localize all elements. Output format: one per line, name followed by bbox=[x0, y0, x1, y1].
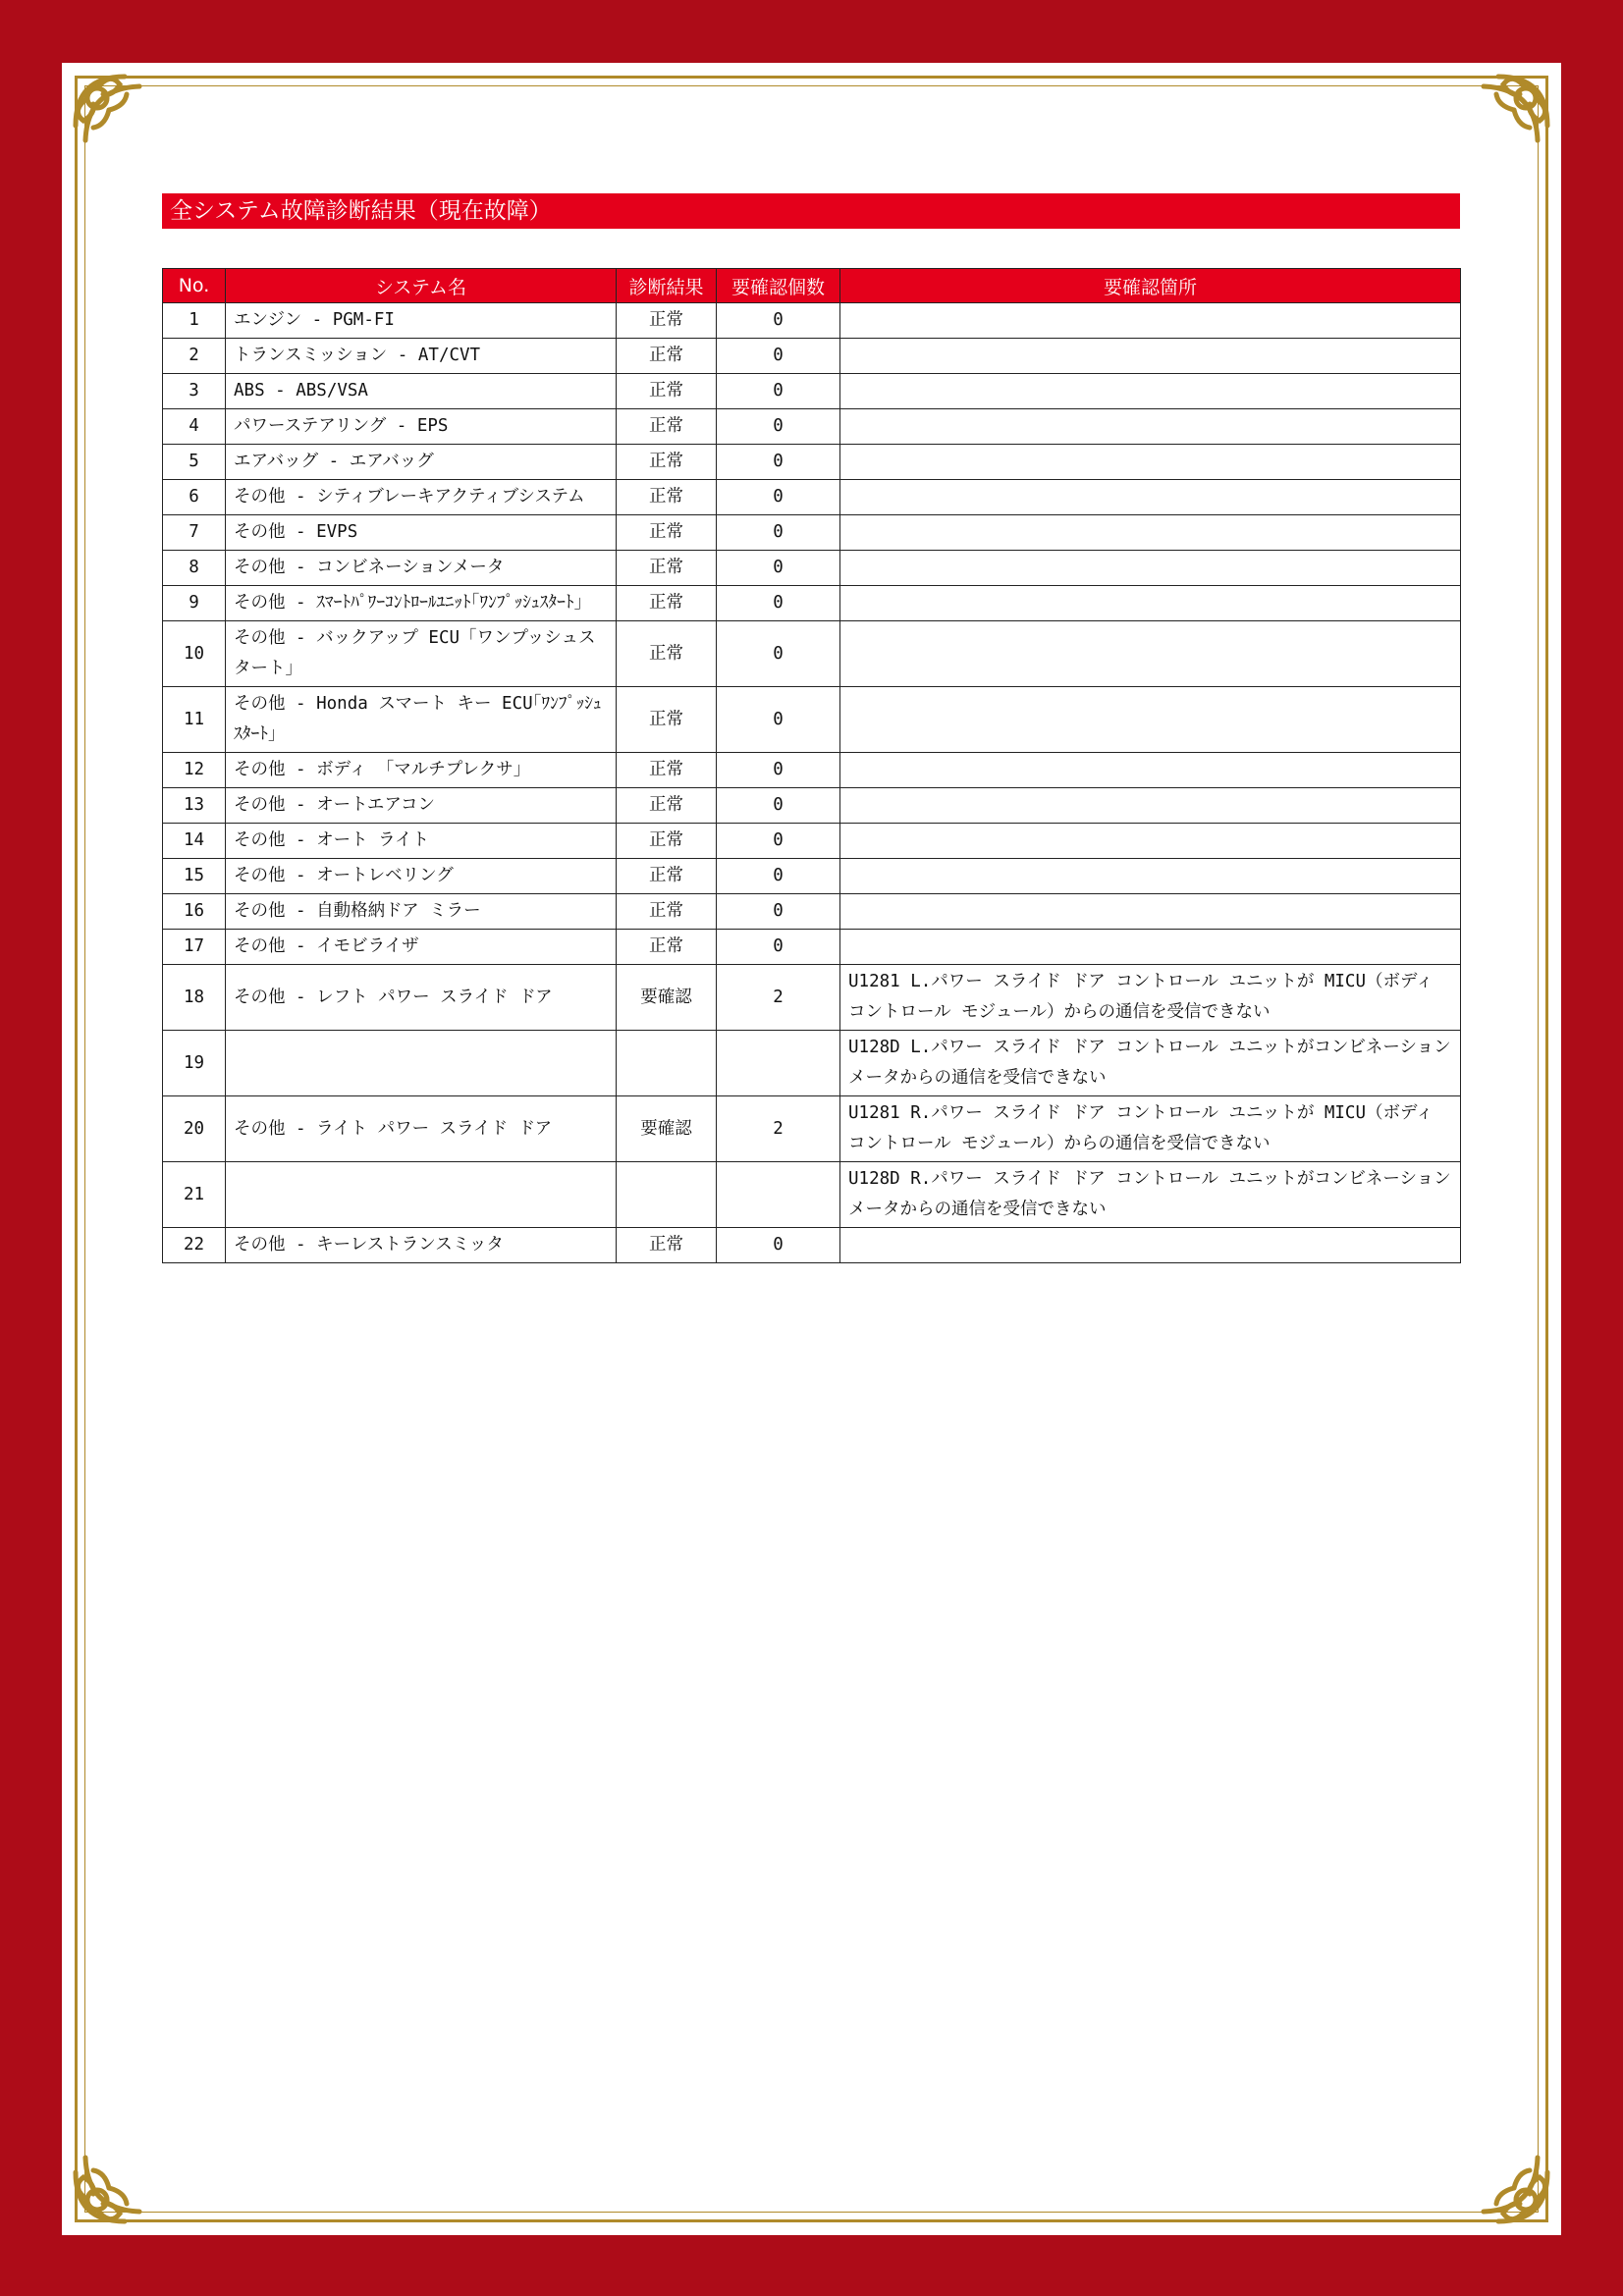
table-row bbox=[163, 374, 1461, 409]
table-row bbox=[163, 586, 1461, 621]
cell-no: 15 bbox=[163, 859, 226, 894]
cell-no: 11 bbox=[163, 687, 226, 753]
cell-location: U1281 R.パワー スライド ドア コントロール ユニットが MICU（ボディ コントロール モジュール）からの通信を受信できない bbox=[840, 1096, 1461, 1162]
cell-result: 要確認 bbox=[617, 965, 717, 1031]
cell-no: 18 bbox=[163, 965, 226, 1031]
cell-result bbox=[617, 1031, 717, 1096]
cell-location bbox=[840, 930, 1461, 965]
cell-no: 1 bbox=[163, 303, 226, 339]
cell-location: U1281 L.パワー スライド ドア コントロール ユニットが MICU（ボディ コントロール モジュール）からの通信を受信できない bbox=[840, 965, 1461, 1031]
cell-location bbox=[840, 515, 1461, 551]
table-row bbox=[163, 687, 1461, 753]
cell-count: 0 bbox=[717, 894, 840, 930]
cell-no: 8 bbox=[163, 551, 226, 586]
cell-location: U128D R.パワー スライド ドア コントロール ユニットがコンビネーション メータからの通信を受信できない bbox=[840, 1162, 1461, 1228]
cell-result: 正常 bbox=[617, 753, 717, 788]
cell-location bbox=[840, 1228, 1461, 1263]
cell-count: 2 bbox=[717, 1096, 840, 1162]
column-header-result: 診断結果 bbox=[617, 269, 717, 303]
cell-result: 正常 bbox=[617, 409, 717, 445]
cell-system: その他 - ｽﾏｰﾄﾊﾟﾜｰｺﾝﾄﾛｰﾙﾕﾆｯﾄ｢ﾜﾝﾌﾟｯｼｭｽﾀｰﾄ｣ bbox=[226, 586, 617, 621]
cell-location bbox=[840, 303, 1461, 339]
cell-location bbox=[840, 859, 1461, 894]
table-row bbox=[163, 1031, 1461, 1096]
corner-ornament-icon bbox=[66, 67, 164, 165]
table-row bbox=[163, 1162, 1461, 1228]
cell-count: 0 bbox=[717, 687, 840, 753]
table-row bbox=[163, 339, 1461, 374]
diagnosis-table bbox=[162, 268, 1461, 1263]
cell-count bbox=[717, 1162, 840, 1228]
cell-no: 21 bbox=[163, 1162, 226, 1228]
cell-no: 4 bbox=[163, 409, 226, 445]
cell-system: その他 - ライト パワー スライド ドア bbox=[226, 1096, 617, 1162]
cell-result: 要確認 bbox=[617, 1096, 717, 1162]
cell-result: 正常 bbox=[617, 480, 717, 515]
cell-result: 正常 bbox=[617, 586, 717, 621]
table-row bbox=[163, 621, 1461, 687]
cell-result: 正常 bbox=[617, 824, 717, 859]
cell-result: 正常 bbox=[617, 374, 717, 409]
table-row bbox=[163, 824, 1461, 859]
table-row bbox=[163, 859, 1461, 894]
cell-no: 9 bbox=[163, 586, 226, 621]
table-header-row bbox=[163, 269, 1461, 303]
column-header-system: システム名 bbox=[226, 269, 617, 303]
cell-location bbox=[840, 621, 1461, 687]
table-row bbox=[163, 480, 1461, 515]
cell-system: エアバッグ - エアバッグ bbox=[226, 445, 617, 480]
cell-count: 2 bbox=[717, 965, 840, 1031]
cell-location bbox=[840, 894, 1461, 930]
cell-no: 14 bbox=[163, 824, 226, 859]
cell-system: その他 - レフト パワー スライド ドア bbox=[226, 965, 617, 1031]
cell-system: エンジン - PGM-FI bbox=[226, 303, 617, 339]
cell-result: 正常 bbox=[617, 894, 717, 930]
table-row bbox=[163, 515, 1461, 551]
table-row bbox=[163, 445, 1461, 480]
column-header-no: No. bbox=[163, 269, 226, 303]
cell-no: 16 bbox=[163, 894, 226, 930]
cell-result: 正常 bbox=[617, 788, 717, 824]
cell-no: 19 bbox=[163, 1031, 226, 1096]
cell-system: その他 - EVPS bbox=[226, 515, 617, 551]
cell-count: 0 bbox=[717, 586, 840, 621]
cell-system: その他 - ボディ 「マルチプレクサ」 bbox=[226, 753, 617, 788]
cell-result: 正常 bbox=[617, 339, 717, 374]
cell-result: 正常 bbox=[617, 859, 717, 894]
table-row bbox=[163, 1228, 1461, 1263]
cell-location bbox=[840, 551, 1461, 586]
cell-count: 0 bbox=[717, 930, 840, 965]
cell-location bbox=[840, 374, 1461, 409]
cell-count: 0 bbox=[717, 480, 840, 515]
cell-no: 10 bbox=[163, 621, 226, 687]
cell-no: 13 bbox=[163, 788, 226, 824]
cell-no: 22 bbox=[163, 1228, 226, 1263]
cell-system: その他 - バックアップ ECU「ワンプッシュスタート」 bbox=[226, 621, 617, 687]
table-row bbox=[163, 788, 1461, 824]
column-header-location: 要確認箇所 bbox=[840, 269, 1461, 303]
table-row bbox=[163, 303, 1461, 339]
cell-result: 正常 bbox=[617, 551, 717, 586]
cell-no: 2 bbox=[163, 339, 226, 374]
table-row bbox=[163, 551, 1461, 586]
cell-no: 7 bbox=[163, 515, 226, 551]
cell-system: その他 - オートレベリング bbox=[226, 859, 617, 894]
cell-no: 5 bbox=[163, 445, 226, 480]
cell-location: U128D L.パワー スライド ドア コントロール ユニットがコンビネーション メータからの通信を受信できない bbox=[840, 1031, 1461, 1096]
cell-location bbox=[840, 586, 1461, 621]
cell-location bbox=[840, 687, 1461, 753]
cell-count: 0 bbox=[717, 788, 840, 824]
cell-system: その他 - シティブレーキアクティブシステム bbox=[226, 480, 617, 515]
cell-result: 正常 bbox=[617, 445, 717, 480]
cell-result: 正常 bbox=[617, 930, 717, 965]
table-row bbox=[163, 965, 1461, 1031]
cell-system: その他 - キーレストランスミッタ bbox=[226, 1228, 617, 1263]
cell-no: 3 bbox=[163, 374, 226, 409]
cell-count: 0 bbox=[717, 445, 840, 480]
cell-location bbox=[840, 788, 1461, 824]
cell-count: 0 bbox=[717, 303, 840, 339]
table-body bbox=[163, 303, 1461, 1263]
cell-count: 0 bbox=[717, 859, 840, 894]
cell-count: 0 bbox=[717, 409, 840, 445]
cell-system: その他 - Honda スマート キー ECU｢ﾜﾝﾌﾟｯｼｭｽﾀｰﾄ｣ bbox=[226, 687, 617, 753]
cell-no: 12 bbox=[163, 753, 226, 788]
cell-location bbox=[840, 339, 1461, 374]
cell-count: 0 bbox=[717, 1228, 840, 1263]
cell-result: 正常 bbox=[617, 303, 717, 339]
cell-system: その他 - イモビライザ bbox=[226, 930, 617, 965]
cell-system: その他 - オート ライト bbox=[226, 824, 617, 859]
cell-system: トランスミッション - AT/CVT bbox=[226, 339, 617, 374]
cell-location bbox=[840, 445, 1461, 480]
table-row bbox=[163, 894, 1461, 930]
corner-ornament-icon bbox=[1459, 67, 1557, 165]
cell-location bbox=[840, 753, 1461, 788]
table-row bbox=[163, 409, 1461, 445]
cell-no: 6 bbox=[163, 480, 226, 515]
cell-system bbox=[226, 1031, 617, 1096]
cell-count: 0 bbox=[717, 551, 840, 586]
cell-result: 正常 bbox=[617, 687, 717, 753]
cell-location bbox=[840, 480, 1461, 515]
cell-system bbox=[226, 1162, 617, 1228]
cell-system: パワーステアリング - EPS bbox=[226, 409, 617, 445]
cell-no: 20 bbox=[163, 1096, 226, 1162]
cell-result: 正常 bbox=[617, 1228, 717, 1263]
cell-result: 正常 bbox=[617, 621, 717, 687]
cell-result: 正常 bbox=[617, 515, 717, 551]
cell-system: ABS - ABS/VSA bbox=[226, 374, 617, 409]
cell-count: 0 bbox=[717, 621, 840, 687]
cell-count: 0 bbox=[717, 515, 840, 551]
cell-system: その他 - 自動格納ドア ミラー bbox=[226, 894, 617, 930]
cell-count: 0 bbox=[717, 339, 840, 374]
cell-no: 17 bbox=[163, 930, 226, 965]
cell-location bbox=[840, 409, 1461, 445]
cell-system: その他 - オートエアコン bbox=[226, 788, 617, 824]
corner-ornament-icon bbox=[66, 2133, 164, 2231]
corner-ornament-icon bbox=[1459, 2133, 1557, 2231]
table-row bbox=[163, 753, 1461, 788]
page-title: 全システム故障診断結果（現在故障） bbox=[162, 193, 1460, 229]
cell-count: 0 bbox=[717, 753, 840, 788]
cell-location bbox=[840, 824, 1461, 859]
cell-system: その他 - コンビネーションメータ bbox=[226, 551, 617, 586]
cell-result bbox=[617, 1162, 717, 1228]
cell-count bbox=[717, 1031, 840, 1096]
table-row bbox=[163, 930, 1461, 965]
cell-count: 0 bbox=[717, 374, 840, 409]
cell-count: 0 bbox=[717, 824, 840, 859]
table-row bbox=[163, 1096, 1461, 1162]
column-header-count: 要確認個数 bbox=[717, 269, 840, 303]
